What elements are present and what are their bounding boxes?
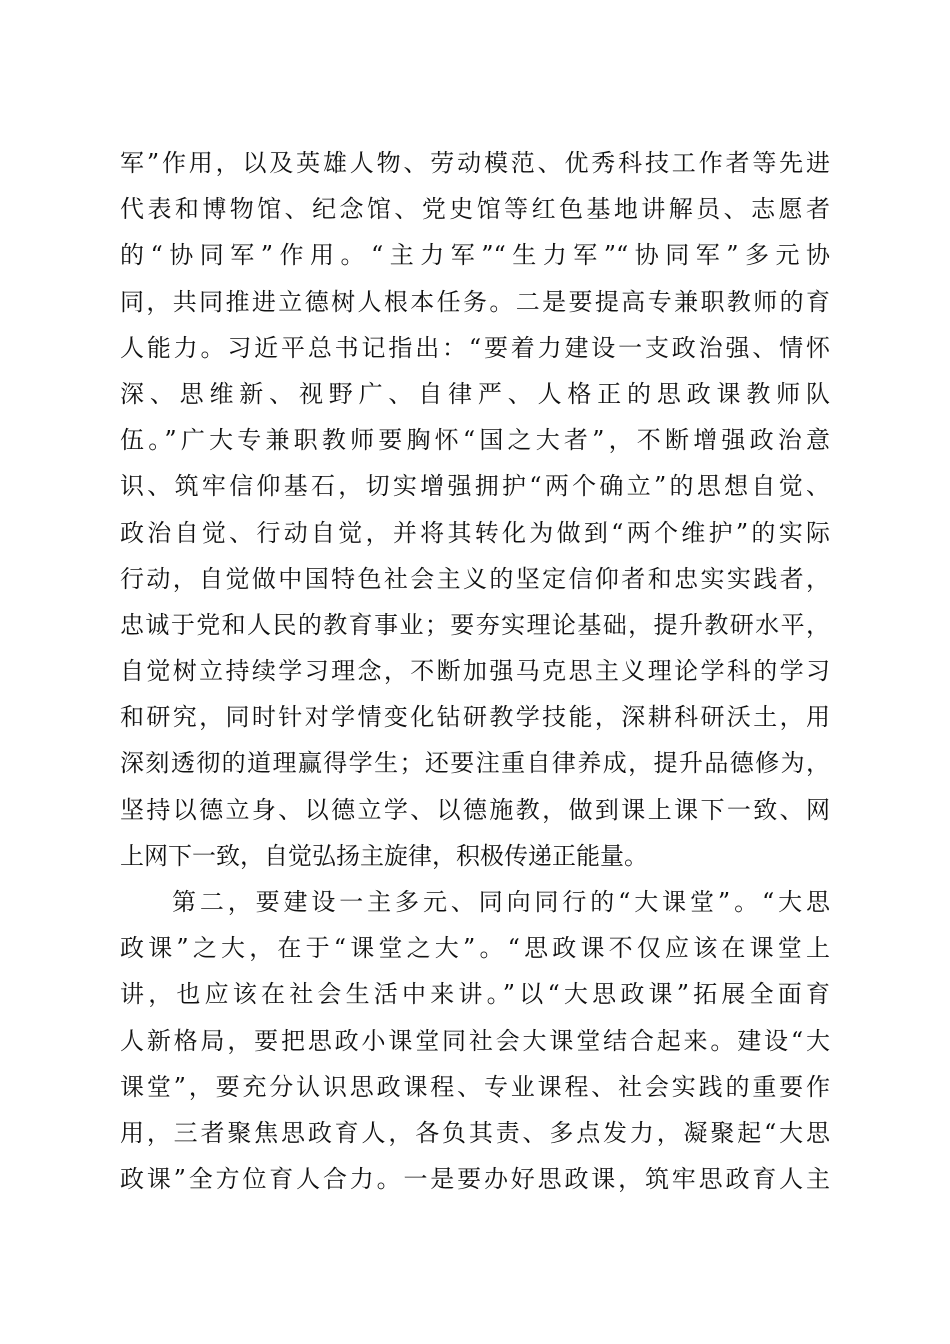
paragraph-end-line: 上网下一致，自觉弘扬主旋律，积极传递正能量。 [120,841,648,870]
text-line: 人新格局，要把思政小课堂同社会大课堂结合起来。建设“大 [120,1026,830,1055]
text-line: 军”作用，以及英雄人物、劳动模范、优秀科技工作者等先进 [120,149,830,177]
body-text [120,140,830,1202]
text-line: 政课”全方位育人合力。一是要办好思政课，筑牢思政育人主 [120,1165,830,1194]
text-line: 和研究，同时针对学情变化钻研教学技能，深耕科研沃土，用 [120,703,830,732]
text-line: 同，共同推进立德树人根本任务。二是要提高专兼职教师的育 [120,287,830,316]
text-line: 政课”之大，在于“课堂之大”。“思政课不仅应该在课堂上 [120,934,830,963]
text-line: 的“协同军”作用。“主力军”“生力军”“协同军”多元协 [120,241,830,270]
text-line: 人能力。习近平总书记指出：“要着力建设一支政治强、情怀 [120,333,830,362]
text-line: 用，三者聚焦思政育人，各负其责、多点发力，凝聚起“大思 [120,1118,830,1147]
paragraph-start-line: 第二，要建设一主多元、同向同行的“大课堂”。“大思 [172,888,830,916]
text-line: 深、思维新、视野广、自律严、人格正的思政课教师队 [120,379,830,408]
text-line: 自觉树立持续学习理念，不断加强马克思主义理论学科的学习 [120,657,830,686]
text-line: 讲，也应该在社会生活中来讲。”以“大思政课”拓展全面育 [120,980,830,1009]
text-line: 课堂”，要充分认识思政课程、专业课程、社会实践的重要作 [120,1072,830,1101]
text-line: 代表和博物馆、纪念馆、党史馆等红色基地讲解员、志愿者 [120,195,830,224]
text-line: 政治自觉、行动自觉，并将其转化为做到“两个维护”的实际 [120,518,830,547]
text-line: 行动，自觉做中国特色社会主义的坚定信仰者和忠实实践者， [120,564,830,593]
text-line: 深刻透彻的道理赢得学生；还要注重自律养成，提升品德修为， [120,749,830,778]
text-line: 坚持以德立身、以德立学、以德施教，做到课上课下一致、网 [120,795,830,824]
text-line: 伍。”广大专兼职教师要胸怀“国之大者”，不断增强政治意 [120,426,830,455]
text-line: 忠诚于党和人民的教育事业；要夯实理论基础，提升教研水平， [120,610,830,639]
text-line: 识、筑牢信仰基石，切实增强拥护“两个确立”的思想自觉、 [120,472,830,501]
